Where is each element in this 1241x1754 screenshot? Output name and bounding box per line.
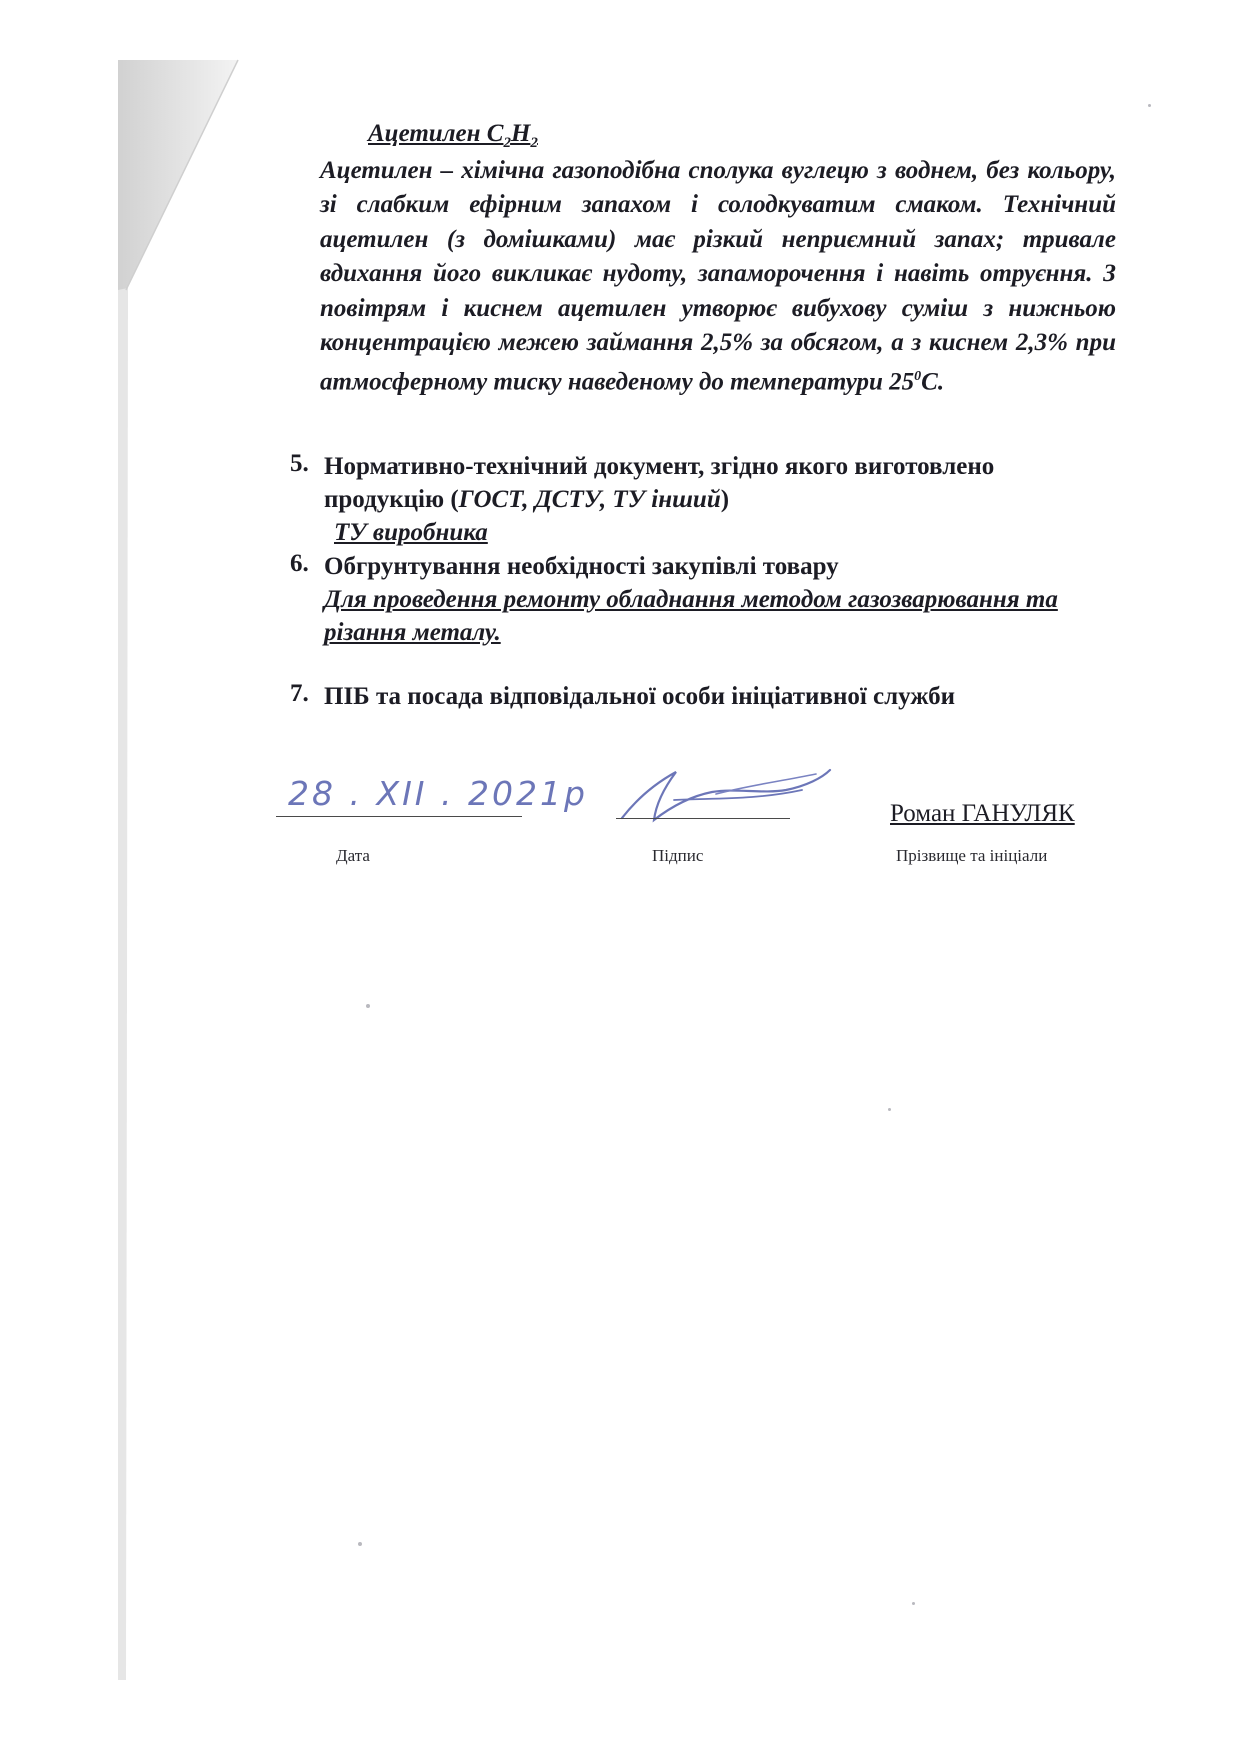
handwritten-signature bbox=[616, 760, 836, 830]
scan-speck bbox=[912, 1602, 915, 1605]
caption-signature: Підпис bbox=[652, 846, 704, 865]
item-number: 6. bbox=[290, 550, 309, 577]
item-label-continued: продукцію (ГОСТ, ДСТУ, ТУ інший) bbox=[324, 486, 730, 513]
section-heading: Ацетилен $С_2Н_2$ bbox=[368, 120, 538, 151]
scan-speck bbox=[1148, 104, 1151, 107]
item-label: ПІБ та посада відповідальної особи ініціативної служби bbox=[324, 683, 956, 710]
section-description: Ацетилен – хімічна газоподібна сполука вуглецю з воднем, без кольору, зі слабким ефірним запахом і солодкуватим смаком. Технічний ацетилен (з домішками) має різкий неприємний запах; тривале вдихання його викликає нудоту, запаморочення і навіть отруєння. З повітрям і киснем ацетилен утворює вибухову суміш з нижньою концентрацією межею займання 2,5% за обсягом, а з киснем 2,3% при атмосферному тиску наведеному до температури $25^0С$. bbox=[320, 157, 1116, 396]
item-answer-line: Для проведення ремонту обладнання методом газозварювання та bbox=[324, 586, 1058, 613]
scan-speck bbox=[888, 1108, 891, 1111]
item-answer: ТУ виробника bbox=[334, 519, 488, 546]
item-number: 5. bbox=[290, 450, 309, 477]
list-item-7 bbox=[290, 680, 1110, 720]
item-label: Нормативно-технічний документ, згідно якого виготовлено bbox=[324, 453, 995, 480]
item-label: Обгрунтування необхідності закупівлі товару bbox=[324, 553, 839, 580]
signature-underline bbox=[616, 818, 790, 819]
item-answer-line: різання металу. bbox=[324, 619, 501, 646]
list-item-5 bbox=[290, 450, 1110, 560]
scan-speck bbox=[358, 1542, 362, 1546]
signatory-name: Роман ГАНУЛЯК bbox=[890, 800, 1075, 827]
list-item-6 bbox=[290, 550, 1110, 660]
date-underline bbox=[276, 816, 522, 817]
item-number: 7. bbox=[290, 680, 309, 707]
handwritten-date: 28 . XII . 2021р bbox=[288, 774, 588, 813]
scan-speck bbox=[366, 1004, 370, 1008]
caption-date: Дата bbox=[336, 846, 370, 865]
caption-name: Прізвище та ініціали bbox=[896, 846, 1048, 865]
